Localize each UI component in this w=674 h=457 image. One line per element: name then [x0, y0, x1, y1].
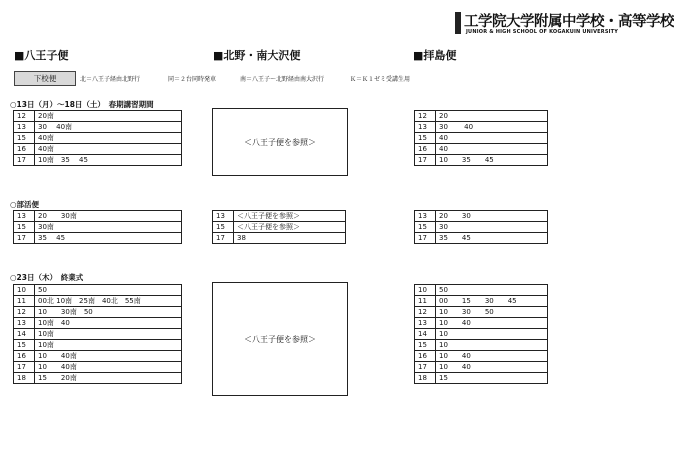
hour-cell: 15 [14, 222, 35, 233]
hour-cell: 10 [415, 285, 436, 296]
minutes-cell: 15 20南 [35, 373, 182, 384]
table-row [415, 318, 548, 329]
hour-cell: 12 [14, 111, 35, 122]
timetable-haijima-spring [414, 110, 548, 166]
hour-cell: 11 [415, 296, 436, 307]
hour-cell: 13 [213, 211, 234, 222]
hour-cell: 14 [415, 329, 436, 340]
minutes-cell: 40 [436, 133, 548, 144]
table-row [415, 144, 548, 155]
hour-cell: 13 [415, 318, 436, 329]
hour-cell: 12 [415, 111, 436, 122]
table-row [14, 133, 182, 144]
minutes-cell: 30 [436, 222, 548, 233]
minutes-cell: 50 [436, 285, 548, 296]
table-row [14, 373, 182, 384]
table-row [14, 351, 182, 362]
timetable-kitano-club [212, 210, 346, 244]
period-label-closing-ceremony: ○23日（木） 終業式 [10, 273, 84, 282]
minutes-cell: 40 [436, 144, 548, 155]
table-row [415, 233, 548, 244]
table-row [14, 155, 182, 166]
hour-cell: 13 [415, 122, 436, 133]
legend-item-k: Ｋ＝Ｋ１ゼミ受講生用 [350, 76, 411, 83]
hour-cell: 17 [415, 155, 436, 166]
hour-cell: 16 [14, 351, 35, 362]
minutes-cell: 20 [436, 111, 548, 122]
period-label-club: ○部活便 [10, 200, 40, 209]
minutes-cell: 30 40 [436, 122, 548, 133]
table-row [415, 351, 548, 362]
hour-cell: 13 [14, 122, 35, 133]
section-title-haijima: ■拝島便 [413, 49, 457, 62]
hour-cell: 12 [14, 307, 35, 318]
table-row [213, 233, 346, 244]
table-row [213, 211, 346, 222]
hour-cell: 16 [415, 144, 436, 155]
kitano-spring-reference-box [212, 108, 348, 176]
minutes-cell: 40南 [35, 133, 182, 144]
table-row [14, 285, 182, 296]
reference-text: ＜八王子便を参照＞ [244, 334, 316, 344]
table-row [415, 222, 548, 233]
minutes-cell: 20 30 [436, 211, 548, 222]
minutes-cell: 10 [436, 329, 548, 340]
minutes-cell: 00 15 30 45 [436, 296, 548, 307]
table-row [14, 211, 182, 222]
minutes-cell: 10 40南 [35, 362, 182, 373]
section-title-hachioji: ■八王子便 [14, 49, 69, 62]
hour-cell: 15 [415, 222, 436, 233]
table-row [14, 318, 182, 329]
hour-cell: 13 [14, 318, 35, 329]
minutes-cell: 10 [436, 340, 548, 351]
reference-text: ＜八王子便を参照＞ [244, 137, 316, 147]
hour-cell: 10 [14, 285, 35, 296]
minutes-cell: 40南 [35, 144, 182, 155]
minutes-cell: 10南 40 [35, 318, 182, 329]
hour-cell: 14 [14, 329, 35, 340]
table-row [415, 155, 548, 166]
table-row [213, 222, 346, 233]
minutes-cell: 20 30南 [35, 211, 182, 222]
table-row [14, 307, 182, 318]
minutes-cell: 00北 10南 25南 40北 55南 [35, 296, 182, 307]
hour-cell: 15 [415, 340, 436, 351]
timetable-haijima-closing [414, 284, 548, 384]
table-row [14, 329, 182, 340]
school-logo-title: 工学院大学附属中学校・高等学校 [464, 14, 674, 30]
hour-cell: 15 [14, 340, 35, 351]
hour-cell: 18 [415, 373, 436, 384]
hour-cell: 15 [14, 133, 35, 144]
minutes-cell: 10 40 [436, 351, 548, 362]
minutes-cell: ＜八王子便を参照＞ [234, 222, 346, 233]
table-row [415, 373, 548, 384]
minutes-cell: 10 40 [436, 318, 548, 329]
legend-item-minami: 南＝八王子～北野経由南大沢行 [240, 76, 325, 83]
table-row [415, 296, 548, 307]
minutes-cell: 50 [35, 285, 182, 296]
hour-cell: 17 [213, 233, 234, 244]
table-row [415, 362, 548, 373]
minutes-cell: 15 [436, 373, 548, 384]
legend-item-kita: 北＝八王子経由北野行 [80, 76, 141, 83]
table-row [415, 285, 548, 296]
table-row [415, 133, 548, 144]
hour-cell: 13 [14, 211, 35, 222]
table-row [415, 122, 548, 133]
hour-cell: 17 [415, 233, 436, 244]
table-row [14, 340, 182, 351]
table-row [415, 307, 548, 318]
hour-cell: 16 [415, 351, 436, 362]
timetable-hachioji-spring [13, 110, 182, 166]
minutes-cell: 10 30 50 [436, 307, 548, 318]
timetable-haijima-club [414, 210, 548, 244]
section-title-kitano: ■北野・南大沢便 [213, 49, 301, 62]
table-row [415, 211, 548, 222]
table-row [14, 362, 182, 373]
minutes-cell: 35 45 [35, 233, 182, 244]
minutes-cell: 10 40 [436, 362, 548, 373]
table-row [14, 111, 182, 122]
table-row [14, 296, 182, 307]
hour-cell: 17 [14, 362, 35, 373]
minutes-cell: 30南 [35, 222, 182, 233]
table-row [415, 111, 548, 122]
legend-item-dou: 同＝２台同時発車 [168, 76, 217, 83]
minutes-cell: 10南 [35, 329, 182, 340]
minutes-cell: 10 30南 50 [35, 307, 182, 318]
hour-cell: 12 [415, 307, 436, 318]
table-row [14, 222, 182, 233]
minutes-cell: 10南 [35, 340, 182, 351]
hour-cell: 16 [14, 144, 35, 155]
hour-cell: 15 [415, 133, 436, 144]
hour-cell: 15 [213, 222, 234, 233]
hour-cell: 17 [14, 233, 35, 244]
table-row [14, 144, 182, 155]
hour-cell: 17 [415, 362, 436, 373]
hour-cell: 13 [415, 211, 436, 222]
hour-cell: 17 [14, 155, 35, 166]
legend-dismissal-bus-label: 下校便 [14, 71, 76, 86]
timetable-hachioji-closing [13, 284, 182, 384]
school-logo-subtitle: JUNIOR & HIGH SCHOOL OF KOGAKUIN UNIVERSITY [466, 29, 619, 35]
hour-cell: 18 [14, 373, 35, 384]
minutes-cell: 35 45 [436, 233, 548, 244]
minutes-cell: 38 [234, 233, 346, 244]
table-row [415, 329, 548, 340]
table-row [14, 122, 182, 133]
period-label-spring-course: ○13日（月）～18日（土） 春期講習期間 [10, 100, 154, 109]
minutes-cell: 10 40南 [35, 351, 182, 362]
hour-cell: 11 [14, 296, 35, 307]
minutes-cell: 30 40南 [35, 122, 182, 133]
table-row [415, 340, 548, 351]
kitano-closing-reference-box [212, 282, 348, 396]
minutes-cell: ＜八王子便を参照＞ [234, 211, 346, 222]
minutes-cell: 10南 35 45 [35, 155, 182, 166]
table-row [14, 233, 182, 244]
minutes-cell: 10 35 45 [436, 155, 548, 166]
timetable-hachioji-club [13, 210, 182, 244]
minutes-cell: 20南 [35, 111, 182, 122]
logo-bar [455, 12, 461, 34]
